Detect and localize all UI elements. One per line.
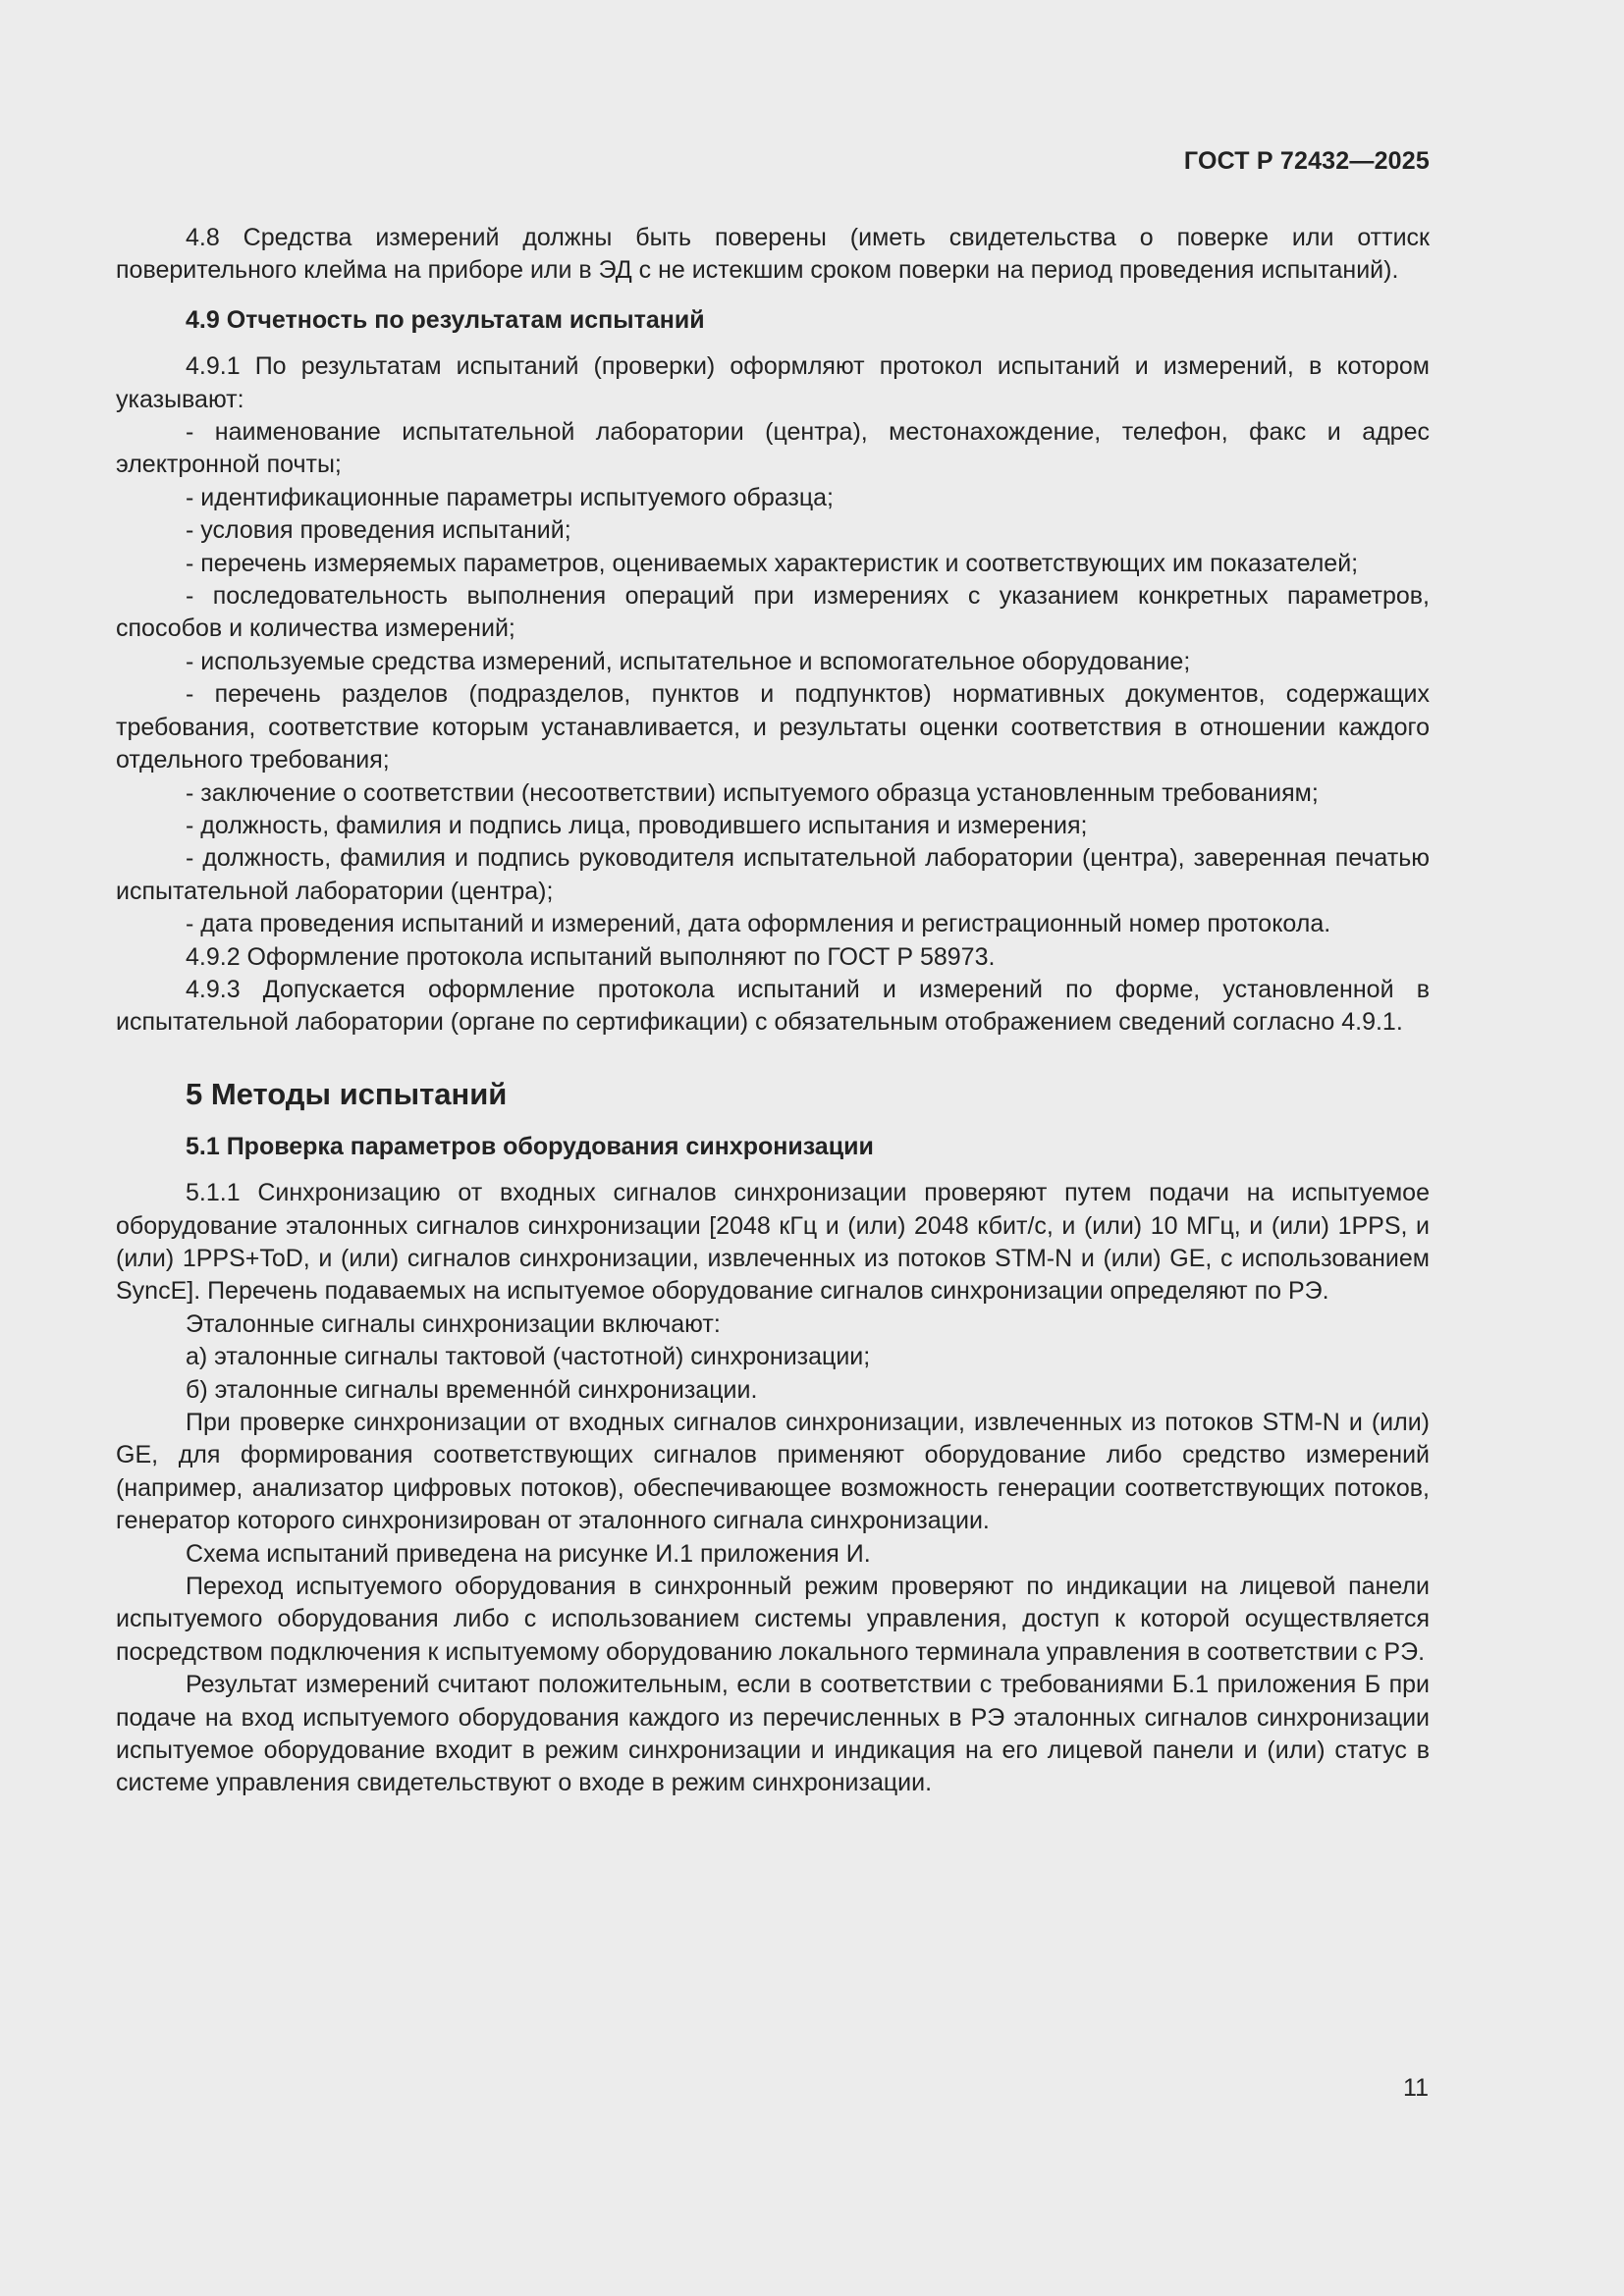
list-item: а) эталонные сигналы тактовой (частотной) синхронизации; — [186, 1343, 871, 1371]
paragraph-4-9-3: 4.9.3 Допускается оформление протокола испытаний и измерений по форме, установленной в испытательной лаборатории (органе по сертификации) с обязательным отображением сведений согласно 4.9.1. — [116, 975, 1430, 1037]
paragraph-measurement-result: Результат измерений считают положительным, если в соответствии с требованиями Б.1 приложения Б при подаче на вход испытуемого оборудования каждого из перечисленных в РЭ эталонных сигналов синхронизации испытуемое оборудование входит в режим синхронизации и индикация на его лицевой панели и (или) статус в системе управления свидетельствуют о входе в режим синхронизации. — [116, 1671, 1430, 1797]
paragraph-5-1-1: 5.1.1 Синхронизацию от входных сигналов синхронизации проверяют путем подачи на испытуемое оборудование эталонных сигналов синхронизации [2048 кГц и (или) 2048 кбит/с, и (или) 10 МГц, и (или) 1PPS, и (или) 1PPS+ToD, и (или) сигналов синхронизации, извлеченных из потоков STM-N и (или) GE, с использованием SyncE]. Перечень подаваемых на испытуемое оборудование сигналов синхронизации определяют по РЭ. — [116, 1179, 1430, 1306]
paragraph-4-8: 4.8 Средства измерений должны быть поверены (иметь свидетельства о поверке или оттиск поверительного клейма на приборе или в ЭД с не истекшим сроком поверки на период проведения испытаний). — [116, 224, 1430, 285]
list-item: - перечень измеряемых параметров, оцениваемых характеристик и соответствующих им показателей; — [186, 549, 1359, 577]
list-item: - заключение о соответствии (несоответствии) испытуемого образца установленным требованиям; — [186, 778, 1319, 807]
list-item: - условия проведения испытаний; — [186, 516, 571, 545]
paragraph-4-9-2: 4.9.2 Оформление протокола испытаний выполняют по ГОСТ Р 58973. — [186, 942, 996, 971]
list-item: - идентификационные параметры испытуемого образца; — [186, 483, 834, 511]
list-item: - наименование испытательной лаборатории (центра), местонахождение, телефон, факс и адрес электронной почты; — [116, 418, 1430, 479]
heading-5-1: 5.1 Проверка параметров оборудования синхронизации — [186, 1132, 874, 1160]
list-item: - должность, фамилия и подпись лица, проводившего испытания и измерения; — [186, 811, 1088, 839]
document-code: ГОСТ Р 72432—2025 — [1183, 147, 1430, 175]
paragraph-reference-signals-intro: Эталонные сигналы синхронизации включают: — [186, 1309, 721, 1338]
paragraph-4-9-1: 4.9.1 По результатам испытаний (проверки) оформляют протокол испытаний и измерений, в котором указывают: — [116, 352, 1430, 413]
page-content — [116, 222, 1430, 1800]
list-item: б) эталонные сигналы временно́й синхронизации. — [186, 1375, 758, 1404]
list-item: - используемые средства измерений, испытательное и вспомогательное оборудование; — [186, 647, 1191, 675]
list-item: - перечень разделов (подразделов, пунктов и подпунктов) нормативных документов, содержащих требования, соответствие которым устанавливается, и результаты оценки соответствия в отношении каждого отдельного требования; — [116, 680, 1430, 774]
heading-section-5: 5 Методы испытаний — [186, 1076, 508, 1111]
paragraph-sync-mode-transition: Переход испытуемого оборудования в синхронный режим проверяют по индикации на лицевой панели испытуемого оборудования либо с использованием системы управления, доступ к которой осуществляется посредством подключения к испытуемому оборудованию локального терминала управления в соответствии с РЭ. — [116, 1573, 1430, 1666]
list-item: - должность, фамилия и подпись руководителя испытательной лаборатории (центра), заверенная печатью испытательной лаборатории (центра); — [116, 844, 1430, 905]
list-item: - последовательность выполнения операций при измерениях с указанием конкретных параметров, способов и количества измерений; — [116, 582, 1430, 643]
page-number: 11 — [1403, 2074, 1429, 2102]
list-item: - дата проведения испытаний и измерений, дата оформления и регистрационный номер протокола. — [186, 910, 1331, 938]
heading-4-9: 4.9 Отчетность по результатам испытаний — [186, 305, 705, 334]
paragraph-test-scheme: Схема испытаний приведена на рисунке И.1 приложения И. — [186, 1539, 871, 1568]
paragraph-stm-n-check: При проверке синхронизации от входных сигналов синхронизации, извлеченных из потоков STM-N и (или) GE, для формирования соответствующих сигналов применяют оборудование либо средство измерений (например, анализатор цифровых потоков), обеспечивающее возможность генерации соответствующих потоков, генератор которого синхронизирован от эталонного сигнала синхронизации. — [116, 1409, 1430, 1535]
